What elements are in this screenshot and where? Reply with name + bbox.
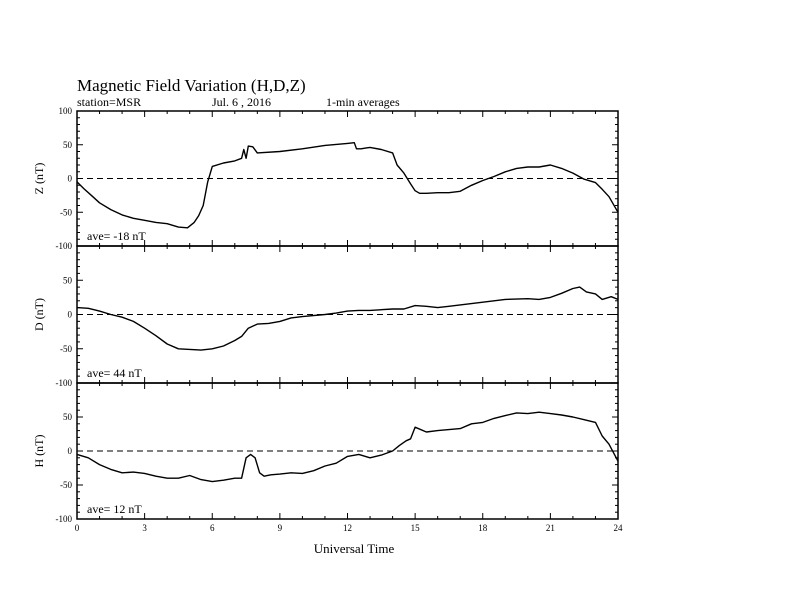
date-label: Jul. 6 , 2016 <box>212 95 272 109</box>
h-ytick-label: -100 <box>55 514 72 524</box>
x-tick-label: 6 <box>210 523 215 533</box>
z-ytick-label: -50 <box>60 207 72 218</box>
x-tick-label: 24 <box>613 523 623 533</box>
h-series-line <box>77 412 618 481</box>
h-panel <box>32 383 623 533</box>
z-ytick-label: 50 <box>63 139 72 150</box>
x-tick-label: 21 <box>545 523 555 533</box>
x-tick-label: 9 <box>277 523 283 533</box>
h-ytick-label: -50 <box>60 480 72 490</box>
x-tick-label: 0 <box>74 523 80 533</box>
x-tick-label: 3 <box>142 523 147 533</box>
d-panel <box>32 246 618 388</box>
z-ytick-label: 0 <box>67 173 72 184</box>
z-ytick-label: -100 <box>55 241 72 251</box>
x-tick-label: 12 <box>343 523 352 533</box>
z-panel <box>32 106 618 251</box>
x-tick-label: 18 <box>478 523 488 533</box>
z-average-label: ave= -18 nT <box>87 229 146 243</box>
d-axis-label: D (nT) <box>32 298 46 331</box>
h-average-label: ave= 12 nT <box>87 502 142 516</box>
station-label: station=MSR <box>77 95 142 109</box>
d-ytick-label: -100 <box>55 378 72 388</box>
z-ytick-label: 100 <box>58 106 72 116</box>
d-ytick-label: 50 <box>63 275 72 286</box>
z-axis-label: Z (nT) <box>32 162 46 195</box>
d-series-line <box>77 287 618 350</box>
x-tick-label: 15 <box>410 523 420 533</box>
d-average-label: ave= 44 nT <box>87 366 142 380</box>
d-ytick-label: -50 <box>60 343 72 354</box>
h-axis-label: H (nT) <box>32 434 46 468</box>
h-ytick-label: 0 <box>67 446 72 456</box>
x-axis-label: Universal Time <box>313 541 395 556</box>
d-ytick-label: 0 <box>67 309 72 320</box>
h-ytick-label: 50 <box>63 412 72 422</box>
averaging-label: 1-min averages <box>326 95 400 109</box>
z-series-line <box>77 143 618 228</box>
chart-title: Magnetic Field Variation (H,D,Z) <box>77 76 306 95</box>
